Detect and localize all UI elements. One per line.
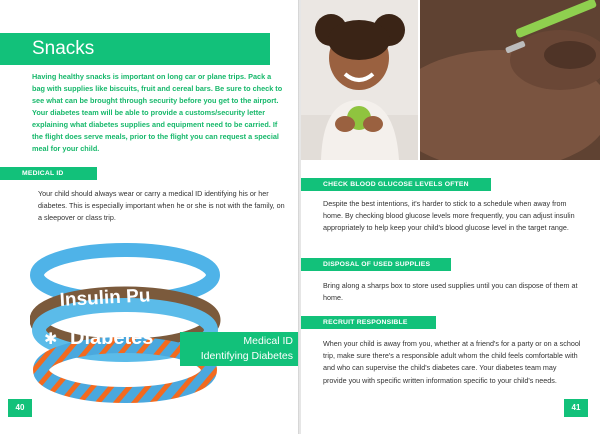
bracelet-text-diabetes: Diabetes bbox=[70, 327, 154, 349]
medical-id-heading: MEDICAL ID bbox=[0, 167, 97, 180]
page-number-left: 40 bbox=[8, 399, 32, 417]
section-text-adults: When your child is away from you, whether at a friend's for a party or on a school trip, make sure there's a responsible adult whom the child feels comfortable with and who can supervise the child's diabetes care. Your diabetes team may provide you with specific written information specific to your child's needs. bbox=[323, 339, 581, 385]
section-heading-disposal: DISPOSAL OF USED SUPPLIES bbox=[301, 258, 451, 271]
section-text-glucose: Despite the best intentions, it's harder to stick to a schedule when away from home. By checking blood glucose levels more frequently, you can adjust insulin appropriately to help keep your child's blood glucose level in the target range. bbox=[323, 199, 575, 233]
left-page bbox=[0, 0, 299, 434]
section-text-disposal: Bring along a sharps box to store used supplies until you can dispose of them at home. bbox=[323, 281, 578, 303]
snacks-intro-text: Having healthy snacks is important on long car or plane trips. Pack a bag with supplies like biscuits, fruit and cereal bars. Be sure to check to see what can be brought through security before you get to the airport. Your diabetes team will be able to provide a customs/security letter explaining what diabetes supplies and equipment need to be carried. If the flight does serve meals, prior to the flight you can request a special meal for your child. bbox=[32, 72, 283, 153]
right-page bbox=[301, 0, 600, 434]
medical-id-bracelets-photo bbox=[30, 240, 230, 410]
insulin-pen-photo bbox=[420, 0, 600, 160]
bracelet-star-icon: ✱ bbox=[44, 329, 58, 348]
page-number-right: 41 bbox=[564, 399, 588, 417]
medical-id-text: Your child should always wear or carry a medical ID identifying his or her diabetes. This is especially important when he or she is not with the family, on a sleepover or class trip. bbox=[38, 189, 285, 223]
section-heading-adults: RECRUIT RESPONSIBLE ADULTS bbox=[301, 316, 436, 329]
section-title-snacks: Snacks bbox=[0, 33, 270, 65]
girl-with-apple-photo bbox=[301, 0, 418, 160]
bracelet-caption bbox=[180, 332, 299, 366]
bracelet-text-insulin: Insulin Pu bbox=[59, 285, 151, 311]
section-heading-glucose: CHECK BLOOD GLUCOSE LEVELS OFTEN bbox=[301, 178, 491, 191]
caption-line-1: Medical ID bbox=[243, 335, 293, 347]
caption-line-2: Identifying Diabetes bbox=[200, 350, 293, 362]
